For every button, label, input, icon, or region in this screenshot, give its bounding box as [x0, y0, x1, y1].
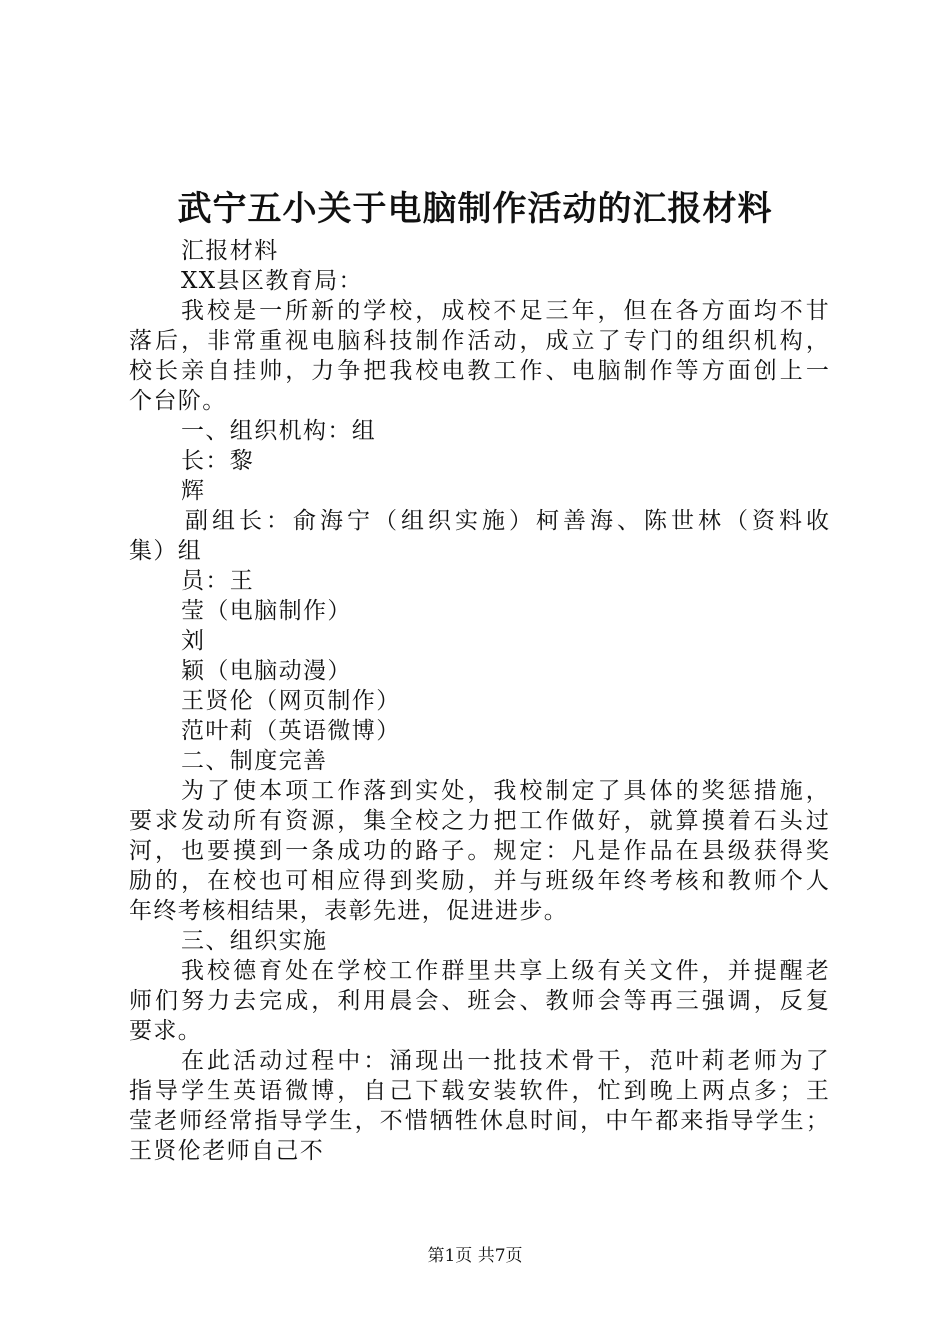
body-line: 莹（电脑制作）: [181, 598, 352, 624]
body-line: 莹 老 师 经 常 指 导 学 生 ， 不 惜 牺 牲 休 息 时 间 ， 中 午 都 来 指 导 学 生 ；: [129, 1108, 829, 1134]
body-line: 集）组: [129, 538, 203, 564]
body-line: 要求。: [129, 1018, 203, 1044]
body-line: 二、制度完善: [181, 748, 328, 774]
body-line: 个台阶。: [129, 388, 227, 414]
body-line: XX县区教育局：: [181, 268, 363, 294]
body-line: 河 ， 也 要 摸 到 一 条 成 功 的 路 子 。 规 定 ： 凡 是 作 品 在 县 级 获 得 奖: [129, 838, 829, 864]
body-line: 副 组 长 ： 俞 海 宁 （ 组 织 实 施 ） 柯 善 海 、 陈 世 林 （ 资 料 收: [185, 508, 829, 534]
body-line: 校 长 亲 自 挂 帅 ， 力 争 把 我 校 电 教 工 作 、 电 脑 制 作 等 方 面 创 上 一: [129, 358, 829, 384]
body-line: 王贤伦（网页制作）: [181, 688, 401, 714]
body-line: 一、组织机构：组: [181, 418, 377, 444]
body-line: 年终考核相结果，表彰先进，促进进步。: [129, 898, 569, 924]
body-line: 要 求 发 动 所 有 资 源 ， 集 全 校 之 力 把 工 作 做 好 ， 就 算 摸 着 石 头 过: [129, 808, 829, 834]
body-line: 为 了 使 本 项 工 作 落 到 实 处 ， 我 校 制 定 了 具 体 的 奖 惩 措 施 ，: [181, 778, 829, 804]
page-footer: 第1页 共7页: [427, 1246, 523, 1266]
body-line: 辉: [181, 478, 206, 504]
body-line: 三、组织实施: [181, 928, 328, 954]
body-line: 员：王: [181, 568, 255, 594]
body-line: 刘: [181, 628, 206, 654]
body-line: 我 校 是 一 所 新 的 学 校 ， 成 校 不 足 三 年 ， 但 在 各 方 面 均 不 甘: [181, 298, 829, 324]
document-title: 武宁五小关于电脑制作活动的汇报材料: [177, 189, 773, 229]
body-line: 落 后 ， 非 常 重 视 电 脑 科 技 制 作 活 动 ， 成 立 了 专 门 的 组 织 机 构 ，: [129, 328, 829, 354]
body-line: 师 们 努 力 去 完 成 ， 利 用 晨 会 、 班 会 、 教 师 会 等 再 三 强 调 ， 反 复: [129, 988, 829, 1014]
body-line: 励 的 ， 在 校 也 可 相 应 得 到 奖 励 ， 并 与 班 级 年 终 考 核 和 教 师 个 人: [129, 868, 829, 894]
body-line: 王贤伦老师自己不: [129, 1138, 325, 1164]
body-line: 长：黎: [181, 448, 255, 474]
body-line: 范叶莉（英语微博）: [181, 718, 401, 744]
document-body: [129, 236, 829, 1166]
body-line: 我 校 德 育 处 在 学 校 工 作 群 里 共 享 上 级 有 关 文 件 ， 并 提 醒 老: [181, 958, 829, 984]
body-line: 在 此 活 动 过 程 中 ： 涌 现 出 一 批 技 术 骨 干 ， 范 叶 莉 老 师 为 了: [181, 1048, 829, 1074]
body-line: 颖（电脑动漫）: [181, 658, 352, 684]
body-line: 指 导 学 生 英 语 微 博 ， 自 己 下 载 安 装 软 件 ， 忙 到 晚 上 两 点 多 ； 王: [129, 1078, 829, 1104]
body-line: 汇报材料: [181, 238, 279, 264]
